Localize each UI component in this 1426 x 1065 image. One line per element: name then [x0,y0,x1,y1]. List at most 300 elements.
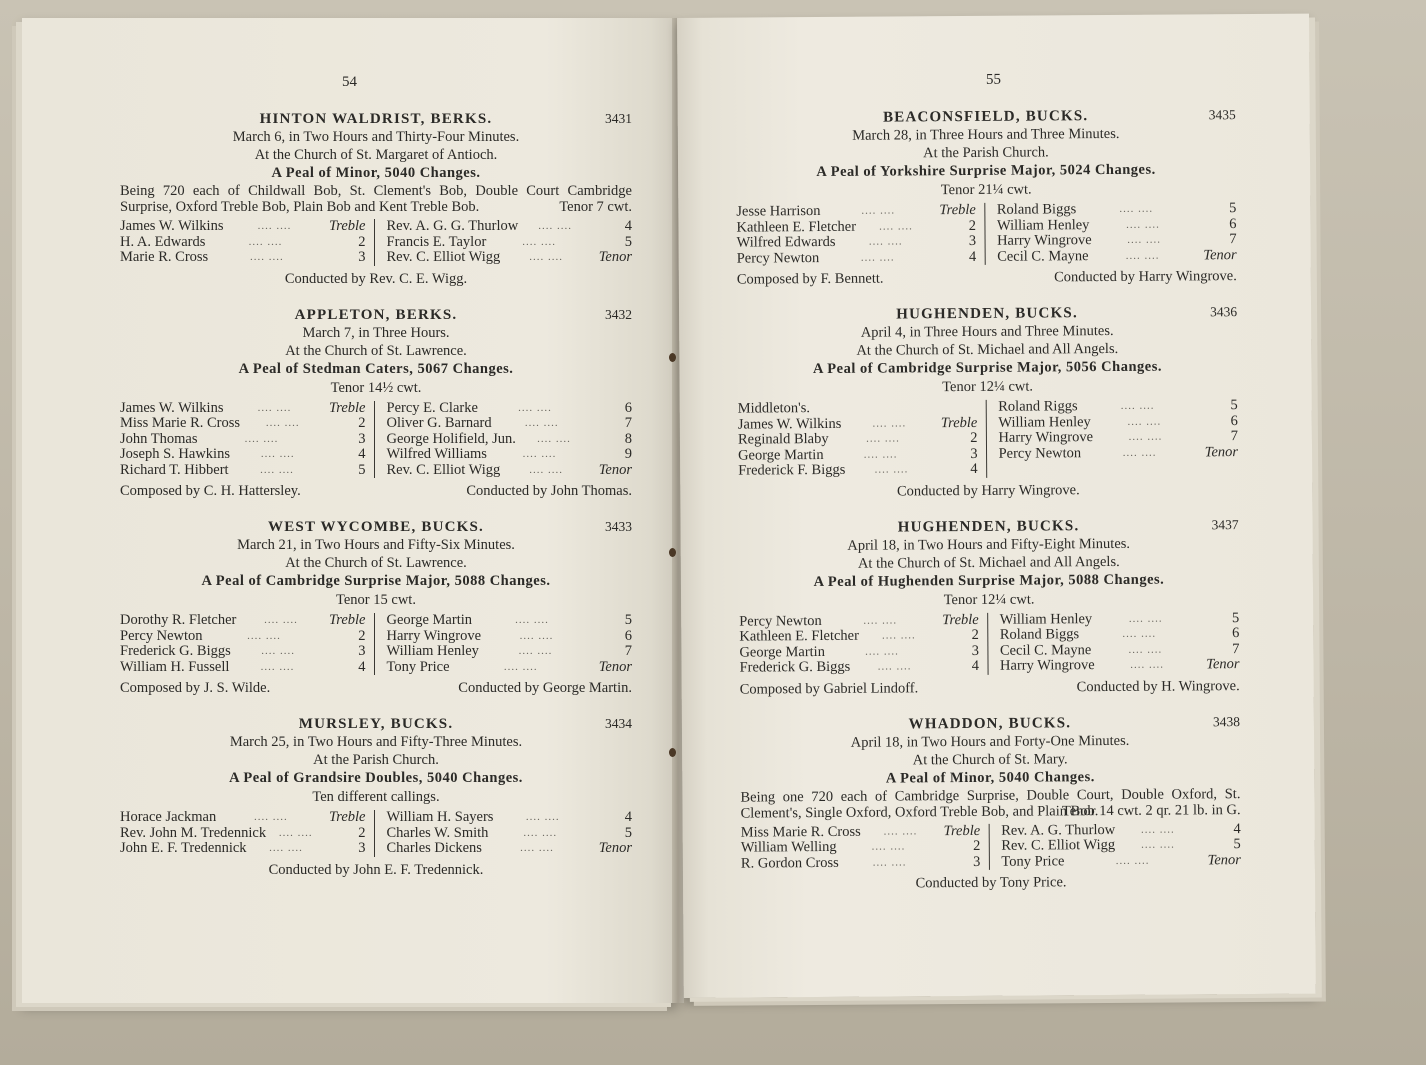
ringers-column-left [739,612,988,676]
leader-dots: .... .... [529,251,564,263]
leader-dots: .... .... [253,811,288,823]
ringer-bell: 2 [972,837,981,854]
page-number: 55 [985,71,1001,88]
ringer-row [387,447,633,463]
conductor-credit: Conducted by John Thomas. [466,483,632,499]
leader-dots: .... .... [537,432,571,445]
peal-tenor: Tenor 14 cwt. 2 qr. 21 lb. in G. [1061,801,1241,819]
ringers-column-left [120,401,375,479]
ringer-bell: 3 [968,232,977,249]
ringer-name: Kathleen E. Fletcher [736,218,857,236]
ringer-name: Jesse Harrison [736,203,821,220]
ringer-bell: 5 [1231,609,1240,626]
composer-credit: Composed by C. H. Hattersley. [120,483,301,499]
leader-dots: .... .... [269,842,303,854]
ringer-name: Roland Riggs [998,398,1078,415]
peal-place: WEST WYCOMBE, BUCKS. [268,519,484,535]
ringer-row [120,841,366,857]
peal-title: A Peal of Minor, 5040 Changes. [885,768,1095,787]
leader-dots: .... .... [261,645,295,657]
leader-dots: .... .... [874,463,909,476]
ringer-name: William Welling [740,838,837,856]
ringer-row [738,462,978,479]
ringer-row [120,810,366,826]
peal-number: 3432 [605,306,632,322]
leader-dots: .... .... [877,660,912,673]
ringer-bell: 3 [358,249,366,265]
ringer-bell: 3 [358,643,366,659]
peal-date: April 4, in Three Hours and Three Minutes. [860,322,1114,341]
ringer-row [741,839,981,856]
ringer-bell: 4 [971,657,980,674]
ringer-bell: 3 [973,853,981,870]
ringer-bell: Tenor [1207,851,1241,868]
peal-date: March 25, in Two Hours and Fifty-Three Minutes. [229,734,523,750]
ringer-bell: 4 [358,446,366,462]
ringer-row [387,235,633,251]
ringer-name: Marie R. Cross [120,249,209,265]
conductor-credit: Conducted by George Martin. [458,680,632,696]
ringers-table [738,398,1239,479]
ringer-bell: 5 [1229,200,1237,217]
ringer-name: Rev. A. G. Thurlow [1001,821,1116,839]
ringer-bell: 4 [970,460,978,477]
ringer-name: Middleton's. [737,400,811,417]
ringer-name: William Henley [386,643,479,659]
ringer-row [1000,626,1240,643]
ringer-name: Rev. C. Elliot Wigg [1001,836,1116,854]
ringer-name: William H. Sayers [386,809,494,825]
binding-hole [669,748,676,757]
leader-dots: .... .... [260,448,295,460]
ringer-name: William Henley [998,413,1091,431]
peal-record [736,106,1237,288]
leader-dots: .... .... [871,840,906,853]
peal-church: At the Parish Church. [923,144,1049,162]
ringer-name: R. Gordon Cross [740,854,839,872]
ringer-row [120,219,366,235]
peal-record [120,110,632,288]
ringer-name: Harry Wingrove [386,627,482,644]
leader-dots: .... .... [863,613,898,627]
ringers-column-left [120,219,375,266]
ringers-column-left [741,823,990,871]
ringer-row [120,613,366,629]
ringer-row [741,823,981,840]
ringer-name: Charles W. Smith [386,824,489,841]
ringers-table [741,822,1241,872]
ringer-row [387,401,633,417]
ringer-bell: 9 [624,446,632,462]
ringer-bell: Treble [328,612,366,628]
ringer-name: Oliver G. Barnard [386,415,492,431]
conductor-credit: Conducted by John E. F. Tredennick. [268,861,484,878]
ringers-column-right [998,398,1238,477]
ringer-bell: 6 [1229,215,1237,232]
ringer-name: William Henley [999,610,1093,628]
ringer-bell: 7 [624,643,632,659]
ringer-row [387,644,633,660]
ringer-row [387,463,633,479]
ringer-row [387,660,633,676]
ringer-row [1000,642,1240,659]
ringers-table [120,401,632,479]
ringers-column-left [738,400,987,479]
ringer-bell: 4 [624,218,632,234]
peal-church: At the Parish Church. [313,752,439,768]
ringer-name: James W. Wilkins [120,399,224,416]
peal-title: A Peal of Yorkshire Surprise Major, 5024 Changes. [816,161,1156,181]
ringer-row [997,248,1237,265]
ringers-table [739,611,1239,676]
ringers-column-right [387,219,633,266]
ringer-bell: Treble [942,611,979,628]
leader-dots: .... .... [257,220,292,232]
peal-footer [741,872,1241,893]
ringer-name: Wilfred Williams [386,446,487,462]
ringer-row [387,432,633,448]
ringer-bell: Tenor [598,249,632,265]
ringer-name: Miss Marie R. Cross [120,415,241,431]
ringer-row [739,659,979,676]
ringer-row [387,219,633,235]
peal-heading [737,303,1237,324]
peal-footer [120,861,632,879]
peal-title: A Peal of Stedman Caters, 5067 Changes. [238,360,514,377]
ringers-column-right [387,613,633,675]
leader-dots: .... .... [264,614,298,626]
peal-title: A Peal of Hughenden Surprise Major, 5088 Changes. [813,571,1165,590]
ringer-row [120,432,366,448]
leader-dots: .... .... [524,417,559,429]
peal-tenor: Tenor 7 cwt. [559,199,632,215]
peal-footer [738,480,1238,501]
leader-dots: .... .... [879,219,913,233]
ringer-bell: Tenor [1206,656,1240,673]
ringer-bell: 3 [358,840,366,856]
peal-record [737,303,1238,501]
peal-tenor: Tenor 12¼ cwt. [943,591,1035,608]
ringer-bell: Tenor [598,658,632,675]
ringer-name: Reginald Blaby [737,430,829,448]
peal-number: 3434 [605,716,632,731]
peal-footer [740,677,1240,698]
ringer-name: Frederick F. Biggs [738,461,846,479]
ringer-name: Harry Wingrove [999,657,1095,674]
ringer-row [737,249,977,266]
peal-number: 3435 [1208,107,1236,123]
peal-title: A Peal of Minor, 5040 Changes. [271,165,481,181]
ringer-name: Rev. A. G. G. Thurlow [386,218,519,234]
peal-date: March 21, in Two Hours and Fifty-Six Minutes. [237,537,515,553]
ringer-row [120,416,366,432]
peal-place: WHADDON, BUCKS. [908,714,1072,732]
leader-dots: .... .... [872,416,907,430]
ringer-name: George Martin [737,446,824,464]
ringer-name: Cecil C. Mayne [999,641,1092,659]
ringers-column-left [120,810,375,857]
ringer-row [387,826,633,842]
ringer-name: Percy Newton [736,249,820,267]
ringer-name: Roland Biggs [999,626,1080,643]
ringer-name: James W. Wilkins [737,415,842,433]
peal-record [120,715,632,879]
peal-heading [736,106,1236,127]
peal-title: A Peal of Cambridge Surprise Major, 5088 Changes. [201,573,551,589]
ringers-column-right [1000,611,1240,675]
ringer-row [741,854,981,871]
ringer-name: Joseph S. Hawkins [120,446,230,462]
ringer-name: Horace Jackman [120,809,217,825]
leader-dots: .... .... [529,463,564,476]
ringer-bell: 4 [1233,820,1241,837]
ringer-bell: Treble [328,399,366,416]
conductor-credit: Conducted by H. Wingrove. [1076,677,1240,695]
peal-church: At the Church of St. Lawrence. [285,342,467,359]
leader-dots: .... .... [1125,249,1160,262]
peal-place: HINTON WALDRIST, BERKS. [259,111,493,127]
peal-number: 3433 [605,519,632,534]
ringer-name: George Martin [739,643,825,661]
ringer-row [997,201,1237,218]
ringer-name: Charles Dickens [386,840,482,856]
ringer-bell: 2 [358,233,366,250]
ringer-name: George Holifield, Jun. [386,430,516,447]
ringer-bell: 4 [624,809,632,825]
leader-dots: .... .... [538,220,572,232]
peal-place: MURSLEY, BUCKS. [298,716,454,732]
peal-church: At the Church of St. Mary. [912,750,1068,768]
leader-dots: .... .... [1122,627,1157,640]
ringer-bell: 4 [358,658,366,675]
leader-dots: .... .... [1141,838,1175,851]
ringer-row [1000,611,1240,628]
ringer-row [736,218,976,235]
ringers-column-right [387,810,633,857]
composer-credit: Composed by F. Bennett. [736,270,884,288]
ringer-bell: 7 [1229,231,1237,248]
ringer-bell: 5 [624,612,632,628]
ringer-bell: 2 [968,217,977,234]
binding-hole [669,353,676,362]
ringer-bell: 7 [1232,640,1240,657]
ringer-name: Roland Biggs [996,201,1077,218]
ringer-bell: 5 [1230,397,1238,414]
composer-credit: Composed by Gabriel Lindoff. [739,679,919,698]
ringer-row [387,841,633,857]
peal-date: March 7, in Three Hours. [302,324,450,341]
leader-dots [810,400,937,416]
conductor-credit: Conducted by Harry Wingrove. [1053,268,1237,286]
ringer-name: Miss Marie R. Cross [740,823,861,841]
leader-dots: .... .... [260,463,294,476]
right-page-column [736,106,1242,911]
ringer-row [387,416,633,432]
leader-dots: .... .... [1128,612,1163,625]
ringer-row [738,446,978,463]
ringer-row [120,644,366,660]
leader-dots: .... .... [863,447,898,461]
ringer-bell: Treble [940,414,978,431]
ringer-row [387,613,633,629]
leader-dots: .... .... [519,629,554,642]
leader-dots: .... .... [278,826,313,839]
leader-dots: .... .... [1120,399,1155,412]
ringer-name: Richard T. Hibbert [120,461,229,478]
ringer-row [998,414,1238,431]
composer-credit: Composed by J. S. Wilde. [120,680,271,696]
ringer-row [120,463,366,479]
leader-dots: .... .... [1130,658,1164,671]
peal-number: 3437 [1211,516,1239,532]
ringer-name: Tony Price [1001,852,1065,870]
ringer-bell: Treble [328,809,366,825]
ringers-table [120,219,632,266]
leader-dots: .... .... [1128,643,1163,656]
left-page-column [120,110,632,897]
ringer-bell: 2 [971,626,979,643]
leader-dots: .... .... [1128,430,1163,443]
leader-dots: .... .... [247,629,281,642]
ringer-name: Dorothy R. Fletcher [120,612,237,628]
ringer-row [739,628,979,645]
ringer-bell: 6 [1232,625,1240,642]
leader-dots: .... .... [515,614,549,626]
ringer-name: H. A. Edwards [120,233,206,250]
leader-dots: .... .... [525,811,560,823]
right-page [677,14,1316,998]
ringer-row [737,234,977,251]
ringers-column-right [1001,822,1241,870]
peal-date: March 28, in Three Hours and Three Minutes. [852,125,1120,144]
peal-place: BEACONSFIELD, BUCKS. [882,108,1089,126]
leader-dots: .... .... [866,432,900,445]
peal-record [738,516,1239,698]
peal-number: 3436 [1210,304,1238,320]
leader-dots: .... .... [1119,202,1154,215]
peal-tenor: Tenor 14½ cwt. [330,379,422,396]
leader-dots: .... .... [265,417,300,429]
peal-number: 3438 [1212,713,1240,729]
conductor-credit: Conducted by Tony Price. [915,874,1067,892]
leader-dots: .... .... [257,401,292,414]
ringers-column-left [736,203,985,267]
peal-tenor: Tenor 15 cwt. [336,592,416,608]
ringer-row [120,826,366,842]
ringer-bell: 6 [1230,412,1238,429]
leader-dots: .... .... [881,629,916,642]
ringers-column-left [120,613,375,675]
leader-dots: .... .... [248,235,283,248]
leader-dots: .... .... [1140,823,1175,836]
ringer-name: Rev. C. Elliot Wigg [386,461,501,478]
peal-place: HUGHENDEN, BUCKS. [896,305,1078,323]
peal-tenor: Tenor 21¼ cwt. [940,181,1032,199]
ringer-bell: 5 [1233,836,1241,853]
peal-church: At the Church of St. Margaret of Antioch. [254,147,498,163]
peal-methods: Being one 720 each of Cambridge Surprise, Double Court, Double Oxford, St. Clement's, Single Oxford, Oxford Treble Bob, and Plain Bob. [740,785,1241,822]
leader-dots: .... .... [522,235,557,248]
ringer-name: George Martin [386,612,472,628]
ringer-row [997,232,1237,249]
peal-number: 3431 [605,111,632,126]
ringer-name: Harry Wingrove [997,232,1092,249]
ringer-name: Rev. C. Elliot Wigg [386,249,501,265]
peal-date: April 18, in Two Hours and Forty-One Minutes. [850,732,1130,751]
leader-dots: .... .... [244,432,279,445]
leader-dots: .... .... [518,645,553,657]
leader-dots: .... .... [872,855,907,869]
ringer-bell: Tenor [598,840,632,856]
ringer-bell: Tenor [1204,443,1239,460]
peal-date: March 6, in Two Hours and Thirty-Four Minutes. [232,129,520,145]
ringer-row [120,447,366,463]
peal-record [120,518,632,697]
ringers-column-right [387,401,633,479]
page-number: 54 [342,74,357,90]
ringer-name: Kathleen E. Fletcher [739,627,859,645]
ringer-bell: 2 [358,627,366,644]
peal-record [740,713,1241,894]
peal-church: At the Church of St. Michael and All Angels. [857,553,1120,572]
leader-dots: .... .... [1127,233,1162,246]
ringers-table [736,201,1236,266]
ringer-row [997,217,1237,234]
ringers-table [120,810,632,857]
peal-tenor: Tenor 12¼ cwt. [942,378,1034,396]
ringer-name: John Thomas [120,430,198,447]
peal-heading [120,306,632,324]
ringer-row [1000,657,1240,674]
ringer-row [1001,822,1241,839]
ringer-row [387,250,633,266]
peal-heading [120,110,632,128]
ringer-row [998,445,1238,462]
peal-church: At the Church of St. Lawrence. [285,555,467,571]
ringer-bell: 5 [624,233,632,250]
ringer-bell: 2 [970,429,978,446]
leader-dots: .... .... [518,401,552,414]
ringer-name: Francis E. Taylor [386,233,487,250]
ringer-row [738,431,978,448]
ringer-bell: 8 [624,430,632,447]
peal-footer [120,482,632,500]
ringer-row [739,643,979,660]
peal-heading [740,713,1240,734]
peal-record [120,306,632,501]
ringer-name: Percy Newton [998,444,1082,462]
ringer-bell: Treble [943,822,981,839]
ringer-name: John E. F. Tredennick [120,840,247,856]
leader-dots: .... .... [503,660,538,673]
ringer-row [120,235,366,251]
ringer-bell: 7 [624,415,632,431]
ringer-bell: 4 [968,248,977,265]
ringer-row [736,203,976,220]
left-page [22,18,677,1003]
peal-place: APPLETON, BERKS. [294,306,458,323]
leader-dots: .... .... [861,204,896,217]
ringer-bell: 2 [358,415,366,431]
ringer-bell: 6 [624,399,632,416]
ringer-row [120,250,366,266]
ringer-name: Percy E. Clarke [386,399,478,416]
peal-church: At the Church of St. Michael and All Angels. [856,340,1119,359]
ringer-row [1001,853,1241,870]
leader-dots: .... .... [260,660,295,673]
peal-methods: Being 720 each of Childwall Bob, St. Clement's Bob, Double Court Cambridge Surprise, Oxford Treble Bob, Plain Bob and Kent Treble Bob. [120,183,632,215]
leader-dots: .... .... [523,826,558,839]
